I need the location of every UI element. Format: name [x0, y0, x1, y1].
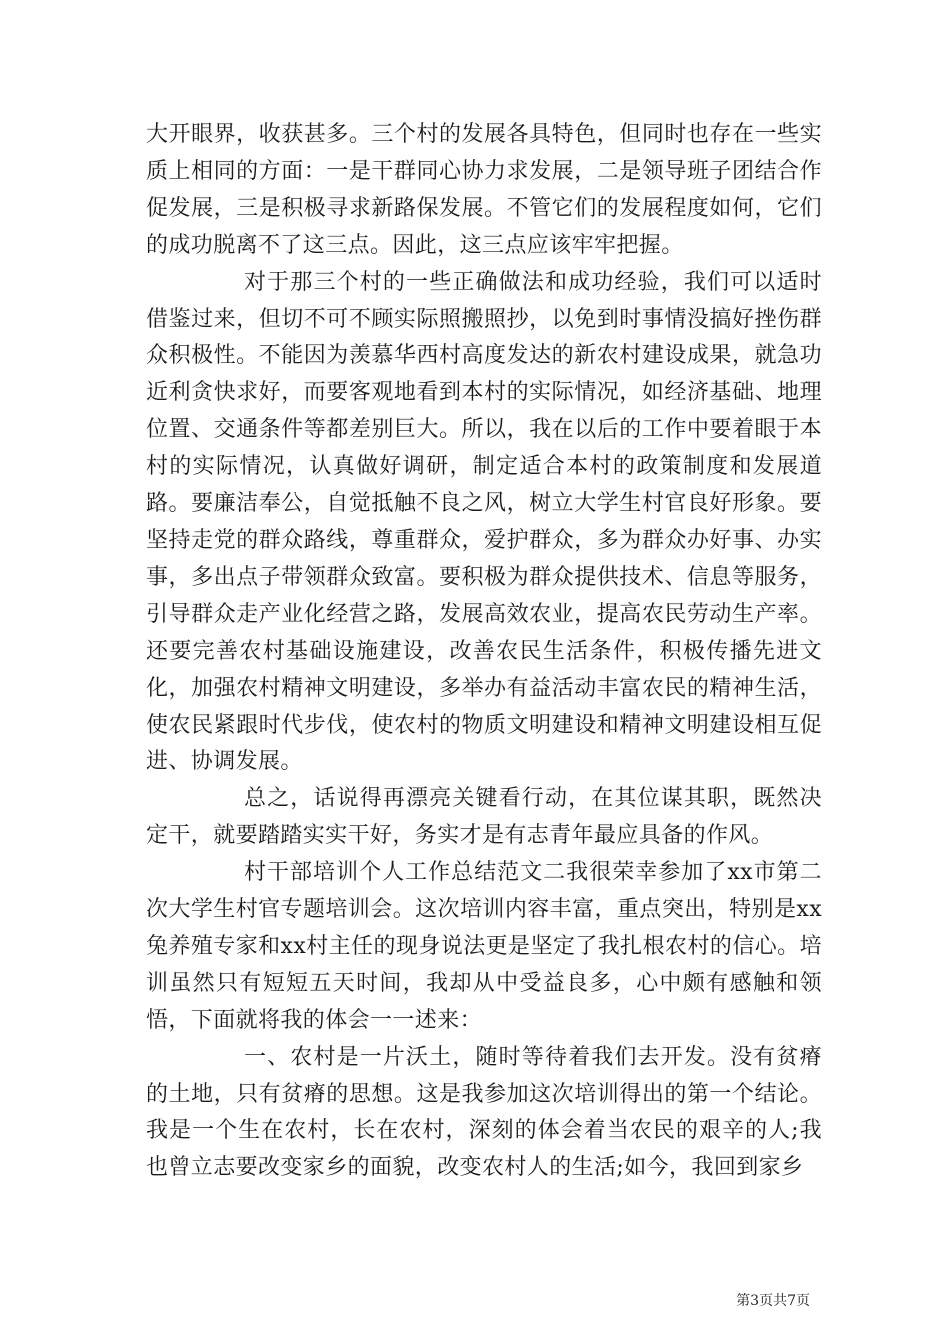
paragraph-2: 对于那三个村的一些正确做法和成功经验，我们可以适时借鉴过来，但切不可不顾实际照搬照抄，以免到时事情没搞好挫伤群众积极性。不能因为羡慕华西村高度发达的新农村建设成果，就急功近利贪快求好，而要客观地看到本村的实际情况，如经济基础、地理位置、交通条件等都差别巨大。所以，我在以后的工作中要着眼于本村的实际情况，认真做好调研，制定适合本村的政策制度和发展道路。要廉洁奉公，自觉抵触不良之风，树立大学生村官良好形象。要坚持走党的群众路线，尊重群众，爱护群众，多为群众办好事、办实事，多出点子带领群众致富。要积极为群众提供技术、信息等服务，引导群众走产业化经营之路，发展高效农业，提高农民劳动生产率。还要完善农村基础设施建设，改善农民生活条件，积极传播先进文化，加强农村精神文明建设，多举办有益活动丰富农民的精神生活，使农民紧跟时代步伐，使农村的物质文明建设和精神文明建设相互促进、协调发展。 — [146, 269, 822, 775]
paragraph-3: 总之，话说得再漂亮关键看行动，在其位谋其职，既然决定干，就要踏踏实实干好，务实才是有志青年最应具备的作风。 — [146, 786, 822, 849]
document-body — [146, 117, 822, 1187]
paragraph-5: 一、农村是一片沃土，随时等待着我们去开发。没有贫瘠的土地，只有贫瘠的思想。这是我参加这次培训得出的第一个结论。我是一个生在农村，长在农村，深刻的体会着当农民的艰辛的人;我也曾立志要改变家乡的面貌，改变农村人的生活;如今，我回到家乡 — [146, 1044, 822, 1181]
paragraph-4: 村干部培训个人工作总结范文二我很荣幸参加了xx市第二次大学生村官专题培训会。这次培训内容丰富，重点突出，特别是xx兔养殖专家和xx村主任的现身说法更是坚定了我扎根农村的信心。培训虽然只有短短五天时间，我却从中受益良多，心中颇有感触和领悟，下面就将我的体会一一述来： — [146, 860, 822, 1033]
paragraph-1: 大开眼界，收获甚多。三个村的发展各具特色，但同时也存在一些实质上相同的方面：一是干群同心协力求发展，二是领导班子团结合作促发展，三是积极寻求新路保发展。不管它们的发展程度如何，它们的成功脱离不了这三点。因此，这三点应该牢牢把握。 — [146, 122, 822, 258]
page-number-footer: 第3页共7页 — [736, 1293, 810, 1309]
